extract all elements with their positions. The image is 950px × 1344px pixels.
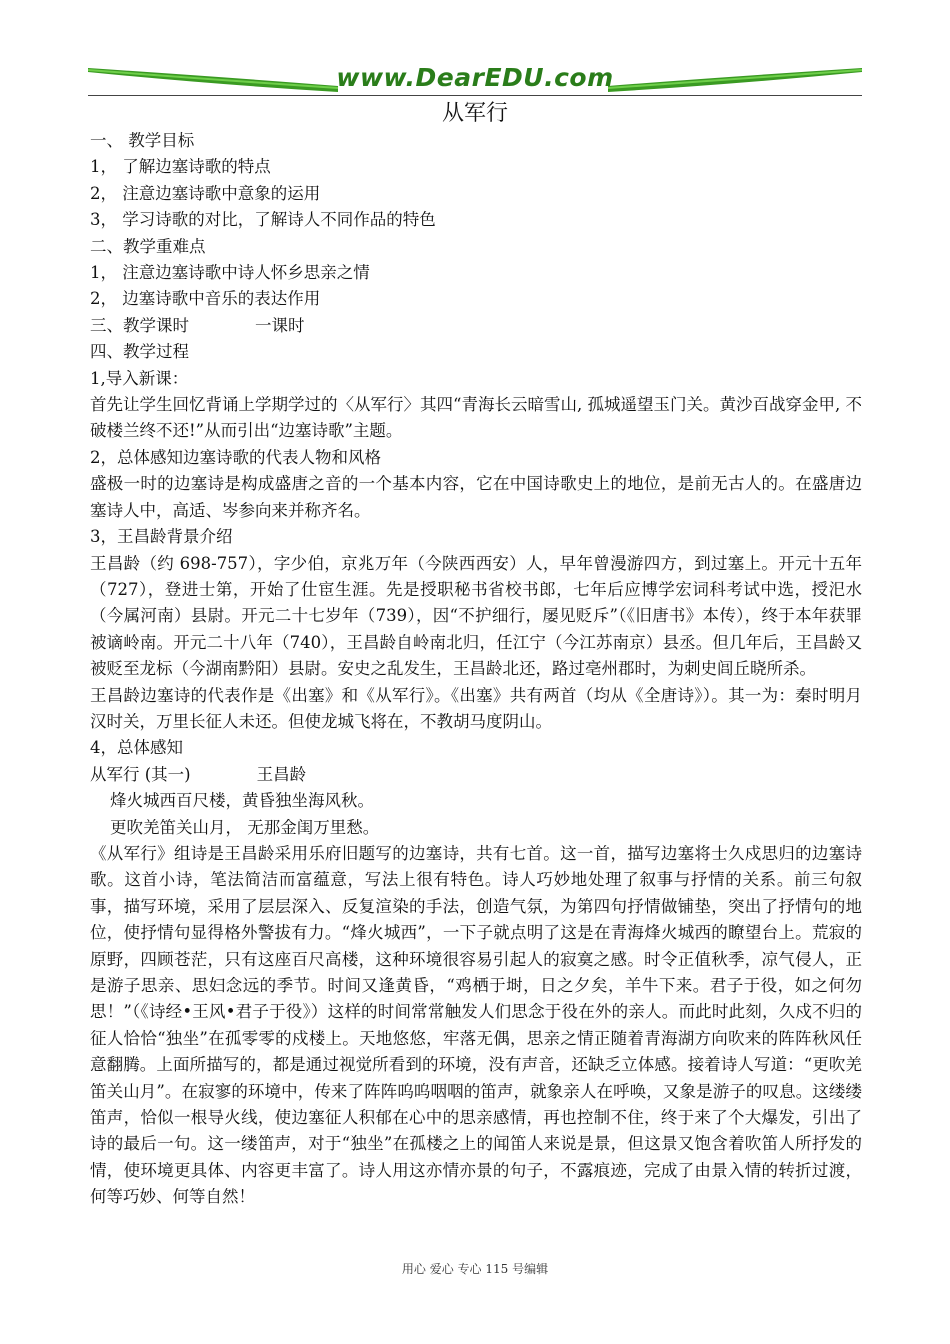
poem-heading xyxy=(90,762,862,788)
poem-author: 王昌龄 xyxy=(256,764,307,784)
step-heading: 1,导入新课： xyxy=(90,368,189,388)
list-item: 2， 边塞诗歌中音乐的表达作用 xyxy=(90,289,321,309)
document-body xyxy=(90,128,862,1211)
site-logo[interactable]: www.DearEDU.com xyxy=(336,63,614,92)
step-heading: 3，王昌龄背景介绍 xyxy=(90,527,233,547)
poem-line: 烽火城西百尺楼，黄昏独坐海风秋。 xyxy=(110,791,374,811)
step-heading: 4，总体感知 xyxy=(90,738,183,758)
paragraph: 首先让学生回忆背诵上学期学过的〈从军行〉其四“青海长云暗雪山, 孤城遥望玉门关。黄沙百战穿金甲, 不破楼兰终不还!”从而引出“边塞诗歌”主题。 xyxy=(90,395,862,441)
section-heading: 三、教学课时 xyxy=(90,315,189,335)
paragraph: 王昌龄边塞诗的代表作是《出塞》和《从军行》。《出塞》共有两首（均从《全唐诗》）。其一为：秦时明月汉时关，万里长征人未还。但使龙城飞将在，不教胡马度阴山。 xyxy=(90,685,862,731)
list-item: 2， 注意边塞诗歌中意象的运用 xyxy=(90,183,321,203)
document-title: 从军行 xyxy=(441,101,508,126)
poem-title: 从军行 (其一) xyxy=(90,764,191,784)
poem-line: 更吹羌笛关山月， 无那金闺万里愁。 xyxy=(110,817,380,837)
header-banner xyxy=(88,62,862,96)
paragraph: 王昌龄（约 698-757），字少伯，京兆万年（今陕西西安）人，早年曾漫游四方，到过塞上。开元十五年（727），登进士第，开始了仕宦生涯。先是授职秘书省校书郎，七年后应博学宏词科考试中选，授汜水（今属河南）县尉。开元二十七岁年（739），因“不护细行，屡见贬斥”（《旧唐书》本传），终于本年获罪被谪岭南。开元二十八年（740），王昌龄自岭南北归，任江宁（今江苏南京）县丞。但几年后，王昌龄又被贬至龙标（今湖南黔阳）县尉。安史之乱发生，王昌龄北还，路过亳州郡时，为刺史闾丘晓所杀。 xyxy=(90,553,862,679)
paragraph: 盛极一时的边塞诗是构成盛唐之音的一个基本内容，它在中国诗歌史上的地位，是前无古人的。在盛唐边塞诗人中，高适、岑参向来并称齐名。 xyxy=(90,474,862,520)
list-item: 1， 了解边塞诗歌的特点 xyxy=(90,157,271,177)
section-heading: 四、教学过程 xyxy=(90,342,189,362)
list-item: 3， 学习诗歌的对比，了解诗人不同作品的特色 xyxy=(90,210,436,230)
class-hours-value: 一课时 xyxy=(255,315,305,335)
section-heading: 二、教学重难点 xyxy=(90,236,206,256)
section-heading: 一、 教学目标 xyxy=(90,131,195,150)
page-footer: 用心 爱心 专心 115 号编辑 xyxy=(401,1262,549,1276)
step-heading: 2，总体感知边塞诗歌的代表人物和风格 xyxy=(90,447,381,467)
list-item: 1， 注意边塞诗歌中诗人怀乡思亲之情 xyxy=(90,263,370,283)
paragraph: 《从军行》组诗是王昌龄采用乐府旧题写的边塞诗，共有七首。这一首，描写边塞将士久戍思归的边塞诗歌。这首小诗，笔法简洁而富蕴意，写法上很有特色。诗人巧妙地处理了叙事与抒情的关系。前三句叙事，描写环境，采用了层层深入、反复渲染的手法，创造气氛，为第四句抒情做铺垫，突出了抒情句的地位，使抒情句显得格外警拔有力。“烽火城西”，一下子就点明了这是在青海烽火城西的瞭望台上。荒寂的原野，四顾苍茫，只有这座百尺高楼，这种环境很容易引起人的寂寞之感。时令正值秋季，凉气侵人，正是游子思亲、思妇念远的季节。时间又逢黄昏，“鸡栖于埘，日之夕矣，羊牛下来。君子于役，如之何勿思！”（《诗经•王风•君子于役》）这样的时间常常触发人们思念于役在外的亲人。而此时此刻，久戍不归的征人恰恰“独坐”在孤零零的戍楼上。天地悠悠，牢落无偶，思亲之情正随着青海湖方向吹来的阵阵秋风任意翻腾。上面所描写的，都是通过视觉所看到的环境，没有声音，还缺乏立体感。接着诗人写道：“更吹羌笛关山月”。在寂寥的环境中，传来了阵阵呜呜咽咽的笛声，就象亲人在呼唤，又象是游子的叹息。这缕缕笛声，恰似一根导火线，使边塞征人积郁在心中的思亲感情，再也控制不住，终于来了个大爆发，引出了诗的最后一句。这一缕笛声，对于“独坐”在孤楼之上的闻笛人来说是景，但这景又饱含着吹笛人所抒发的情，使环境更具体、内容更丰富了。诗人用这亦情亦景的句子，不露痕迹，完成了由景入情的转折过渡，何等巧妙、何等自然！ xyxy=(90,843,862,1207)
header-divider xyxy=(88,95,862,96)
section-heading-hours xyxy=(90,313,862,339)
